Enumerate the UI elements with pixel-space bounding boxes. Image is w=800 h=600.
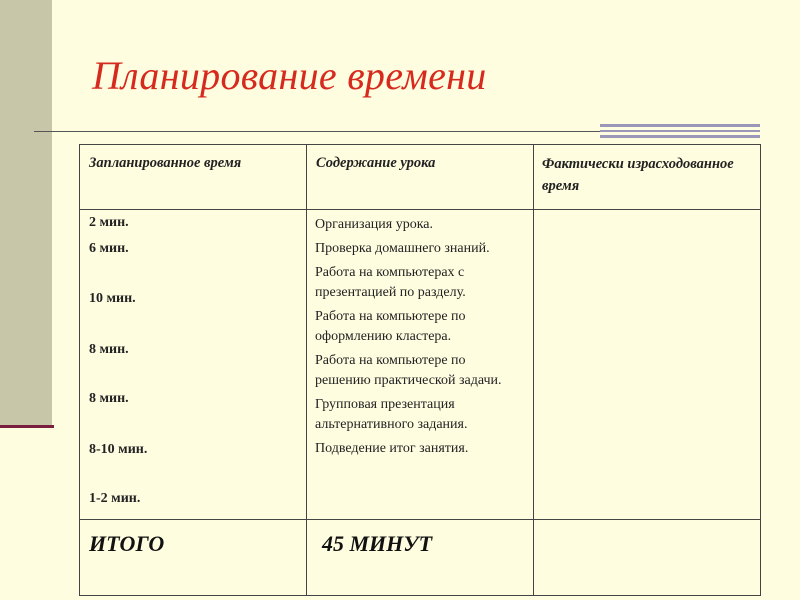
planned-time-item: 1-2 мин.	[89, 491, 141, 506]
lesson-step: Работа на компьютерах с презентацией по разделу.	[315, 265, 466, 300]
lesson-content-column	[315, 215, 515, 463]
planned-time-item: 2 мин.	[89, 215, 129, 230]
planned-time-item: 6 мин.	[89, 241, 129, 256]
total-value: 45 МИНУТ	[322, 531, 433, 556]
lesson-step: Организация урока.	[315, 217, 434, 232]
header-actual-time: Фактически израсходованное время	[542, 156, 734, 194]
decorative-side-bar	[0, 0, 52, 428]
slide-title: Планирование времени	[92, 53, 487, 98]
lesson-step: Подведение итог занятия.	[315, 441, 469, 456]
header-divider	[80, 209, 760, 210]
total-label: ИТОГО	[89, 531, 165, 556]
planned-time-item: 8 мин.	[89, 391, 129, 406]
time-planning-table	[79, 144, 761, 596]
title-divider	[34, 131, 600, 132]
column-divider	[533, 145, 534, 595]
lesson-step: Работа на компьютере по решению практической задачи.	[315, 353, 502, 388]
planned-time-item: 8 мин.	[89, 342, 129, 357]
header-lesson-content: Содержание урока	[316, 155, 436, 171]
decorative-accent-bars	[600, 124, 760, 138]
lesson-step: Групповая презентация альтернативного задания.	[315, 397, 468, 432]
header-planned-time: Запланированное время	[89, 155, 242, 171]
planned-time-item: 10 мин.	[89, 291, 136, 306]
planned-time-item: 8-10 мин.	[89, 442, 148, 457]
lesson-step: Работа на компьютере по оформлению кластера.	[315, 309, 466, 344]
total-row-divider	[80, 519, 760, 520]
decorative-side-line	[0, 425, 54, 428]
column-divider	[306, 145, 307, 595]
lesson-step: Проверка домашнего знаний.	[315, 241, 490, 256]
